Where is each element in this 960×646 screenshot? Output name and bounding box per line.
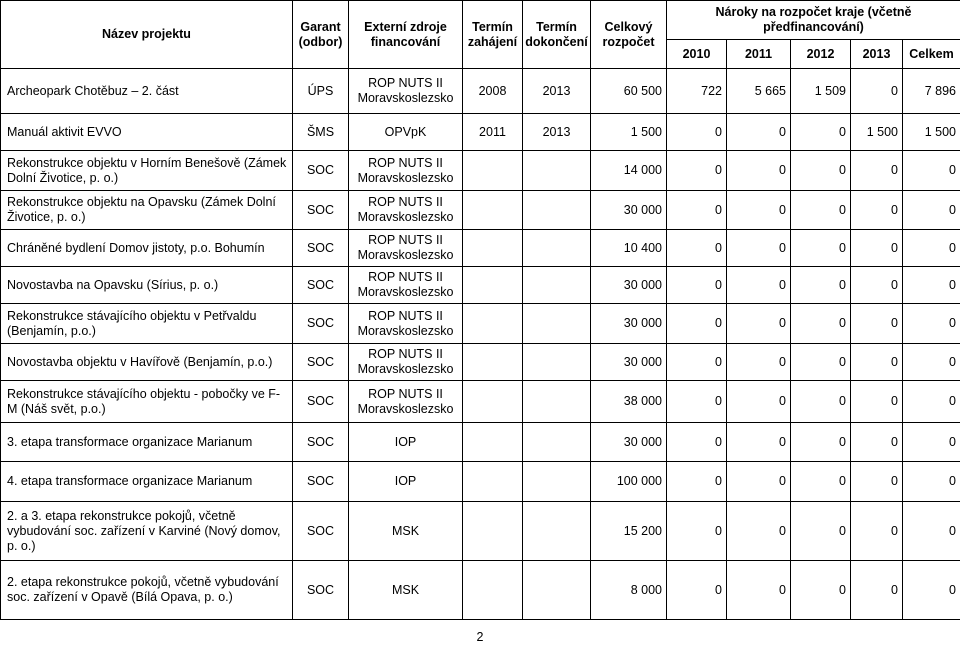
table-row xyxy=(1,267,960,304)
garant-cell: SOC xyxy=(293,304,349,344)
year-2013-cell: 0 xyxy=(851,344,903,381)
total-budget-cell: 100 000 xyxy=(591,462,667,502)
year-2012-cell: 0 xyxy=(791,381,851,423)
year-2012-cell: 0 xyxy=(791,344,851,381)
year-2011-cell: 0 xyxy=(727,151,791,191)
garant-cell: SOC xyxy=(293,267,349,304)
end-date-cell xyxy=(523,344,591,381)
total-cell: 0 xyxy=(903,381,960,423)
external-source-cell: ROP NUTS II Moravskoslezsko xyxy=(349,230,463,267)
total-cell: 0 xyxy=(903,423,960,462)
year-2011-cell: 0 xyxy=(727,114,791,151)
header-project-name: Název projektu xyxy=(1,1,293,69)
total-budget-cell: 15 200 xyxy=(591,502,667,561)
garant-cell: SOC xyxy=(293,230,349,267)
total-cell: 0 xyxy=(903,344,960,381)
total-budget-cell: 30 000 xyxy=(591,304,667,344)
project-name-cell: Rekonstrukce objektu na Opavsku (Zámek Dolní Životice, p. o.) xyxy=(1,191,293,230)
table-row xyxy=(1,191,960,230)
garant-cell: SOC xyxy=(293,462,349,502)
year-2012-cell: 0 xyxy=(791,230,851,267)
table-row xyxy=(1,502,960,561)
year-2011-cell: 0 xyxy=(727,423,791,462)
year-2011-cell: 0 xyxy=(727,230,791,267)
year-2010-cell: 0 xyxy=(667,502,727,561)
total-budget-cell: 14 000 xyxy=(591,151,667,191)
total-budget-cell: 30 000 xyxy=(591,191,667,230)
year-2011-cell: 5 665 xyxy=(727,69,791,114)
year-2013-cell: 0 xyxy=(851,69,903,114)
total-budget-cell: 30 000 xyxy=(591,344,667,381)
total-cell: 0 xyxy=(903,462,960,502)
year-2011-cell: 0 xyxy=(727,304,791,344)
external-source-cell: ROP NUTS II Moravskoslezsko xyxy=(349,381,463,423)
header-start-date: Termín zahájení xyxy=(463,1,523,69)
year-2011-cell: 0 xyxy=(727,502,791,561)
year-2013-cell: 0 xyxy=(851,561,903,620)
external-source-cell: ROP NUTS II Moravskoslezsko xyxy=(349,151,463,191)
total-budget-cell: 1 500 xyxy=(591,114,667,151)
start-date-cell: 2008 xyxy=(463,69,523,114)
year-2012-cell: 0 xyxy=(791,462,851,502)
end-date-cell xyxy=(523,502,591,561)
total-cell: 0 xyxy=(903,561,960,620)
table-row xyxy=(1,462,960,502)
end-date-cell xyxy=(523,230,591,267)
start-date-cell xyxy=(463,462,523,502)
external-source-cell: ROP NUTS II Moravskoslezsko xyxy=(349,267,463,304)
garant-cell: ÚPS xyxy=(293,69,349,114)
external-source-cell: ROP NUTS II Moravskoslezsko xyxy=(349,69,463,114)
start-date-cell xyxy=(463,423,523,462)
year-2010-cell: 0 xyxy=(667,462,727,502)
project-name-cell: Archeopark Chotěbuz – 2. část xyxy=(1,69,293,114)
table-row xyxy=(1,114,960,151)
table-row xyxy=(1,344,960,381)
year-2012-cell: 0 xyxy=(791,191,851,230)
external-source-cell: IOP xyxy=(349,462,463,502)
year-2011-cell: 0 xyxy=(727,267,791,304)
year-2012-cell: 0 xyxy=(791,423,851,462)
total-budget-cell: 30 000 xyxy=(591,423,667,462)
header-year-2012: 2012 xyxy=(791,40,851,69)
project-name-cell: Rekonstrukce stávajícího objektu - pobočky ve F-M (Náš svět, p.o.) xyxy=(1,381,293,423)
year-2013-cell: 0 xyxy=(851,151,903,191)
header-total: Celkem xyxy=(903,40,960,69)
year-2013-cell: 0 xyxy=(851,381,903,423)
project-name-cell: 2. etapa rekonstrukce pokojů, včetně vybudování soc. zařízení v Opavě (Bílá Opava, p. o.) xyxy=(1,561,293,620)
year-2010-cell: 0 xyxy=(667,114,727,151)
garant-cell: SOC xyxy=(293,381,349,423)
project-name-cell: Rekonstrukce stávajícího objektu v Petřvaldu (Benjamín, p.o.) xyxy=(1,304,293,344)
garant-cell: SOC xyxy=(293,151,349,191)
year-2010-cell: 0 xyxy=(667,267,727,304)
garant-cell: SOC xyxy=(293,502,349,561)
header-region-claims: Nároky na rozpočet kraje (včetně předfinancování) xyxy=(667,1,960,40)
year-2012-cell: 0 xyxy=(791,114,851,151)
start-date-cell xyxy=(463,267,523,304)
header-year-2011: 2011 xyxy=(727,40,791,69)
total-cell: 0 xyxy=(903,267,960,304)
year-2013-cell: 0 xyxy=(851,304,903,344)
external-source-cell: ROP NUTS II Moravskoslezsko xyxy=(349,344,463,381)
project-name-cell: Rekonstrukce objektu v Horním Benešově (Zámek Dolní Životice, p. o.) xyxy=(1,151,293,191)
start-date-cell xyxy=(463,502,523,561)
year-2013-cell: 0 xyxy=(851,502,903,561)
year-2010-cell: 0 xyxy=(667,381,727,423)
year-2013-cell: 0 xyxy=(851,462,903,502)
total-budget-cell: 8 000 xyxy=(591,561,667,620)
start-date-cell xyxy=(463,381,523,423)
garant-cell: SOC xyxy=(293,561,349,620)
external-source-cell: OPVpK xyxy=(349,114,463,151)
project-name-cell: 2. a 3. etapa rekonstrukce pokojů, včetně vybudování soc. zařízení v Karviné (Nový domov, p. o.) xyxy=(1,502,293,561)
total-cell: 0 xyxy=(903,230,960,267)
start-date-cell xyxy=(463,344,523,381)
total-cell: 1 500 xyxy=(903,114,960,151)
total-cell: 7 896 xyxy=(903,69,960,114)
start-date-cell: 2011 xyxy=(463,114,523,151)
table-row xyxy=(1,561,960,620)
project-name-cell: Chráněné bydlení Domov jistoty, p.o. Bohumín xyxy=(1,230,293,267)
total-cell: 0 xyxy=(903,191,960,230)
year-2010-cell: 0 xyxy=(667,561,727,620)
header-external-sources: Externí zdroje financování xyxy=(349,1,463,69)
start-date-cell xyxy=(463,230,523,267)
table-row xyxy=(1,304,960,344)
external-source-cell: ROP NUTS II Moravskoslezsko xyxy=(349,304,463,344)
year-2013-cell: 0 xyxy=(851,423,903,462)
end-date-cell xyxy=(523,561,591,620)
end-date-cell xyxy=(523,462,591,502)
start-date-cell xyxy=(463,561,523,620)
project-name-cell: Novostavba objektu v Havířově (Benjamín, p.o.) xyxy=(1,344,293,381)
external-source-cell: MSK xyxy=(349,561,463,620)
year-2012-cell: 1 509 xyxy=(791,69,851,114)
year-2010-cell: 0 xyxy=(667,191,727,230)
year-2012-cell: 0 xyxy=(791,304,851,344)
year-2010-cell: 0 xyxy=(667,151,727,191)
table-row xyxy=(1,69,960,114)
header-end-date: Termín dokončení xyxy=(523,1,591,69)
garant-cell: ŠMS xyxy=(293,114,349,151)
end-date-cell xyxy=(523,191,591,230)
start-date-cell xyxy=(463,151,523,191)
table-row xyxy=(1,381,960,423)
header-total-budget: Celkový rozpočet xyxy=(591,1,667,69)
header-year-2013: 2013 xyxy=(851,40,903,69)
year-2010-cell: 0 xyxy=(667,423,727,462)
end-date-cell xyxy=(523,267,591,304)
project-name-cell: 4. etapa transformace organizace Marianum xyxy=(1,462,293,502)
end-date-cell: 2013 xyxy=(523,69,591,114)
year-2011-cell: 0 xyxy=(727,561,791,620)
project-name-cell: 3. etapa transformace organizace Marianum xyxy=(1,423,293,462)
year-2013-cell: 0 xyxy=(851,191,903,230)
start-date-cell xyxy=(463,191,523,230)
garant-cell: SOC xyxy=(293,191,349,230)
page-number: 2 xyxy=(476,630,484,644)
year-2013-cell: 0 xyxy=(851,230,903,267)
total-cell: 0 xyxy=(903,502,960,561)
garant-cell: SOC xyxy=(293,423,349,462)
year-2010-cell: 0 xyxy=(667,304,727,344)
table-row xyxy=(1,230,960,267)
table-row xyxy=(1,423,960,462)
header-garant: Garant (odbor) xyxy=(293,1,349,69)
year-2012-cell: 0 xyxy=(791,502,851,561)
end-date-cell xyxy=(523,381,591,423)
total-budget-cell: 10 400 xyxy=(591,230,667,267)
total-budget-cell: 38 000 xyxy=(591,381,667,423)
end-date-cell: 2013 xyxy=(523,114,591,151)
year-2011-cell: 0 xyxy=(727,381,791,423)
year-2013-cell: 1 500 xyxy=(851,114,903,151)
year-2013-cell: 0 xyxy=(851,267,903,304)
header-year-2010: 2010 xyxy=(667,40,727,69)
total-cell: 0 xyxy=(903,151,960,191)
year-2010-cell: 0 xyxy=(667,344,727,381)
table-row xyxy=(1,151,960,191)
external-source-cell: ROP NUTS II Moravskoslezsko xyxy=(349,191,463,230)
year-2010-cell: 0 xyxy=(667,230,727,267)
year-2011-cell: 0 xyxy=(727,191,791,230)
year-2010-cell: 722 xyxy=(667,69,727,114)
year-2011-cell: 0 xyxy=(727,462,791,502)
year-2012-cell: 0 xyxy=(791,151,851,191)
project-name-cell: Manuál aktivit EVVO xyxy=(1,114,293,151)
table-body xyxy=(1,69,960,620)
year-2012-cell: 0 xyxy=(791,267,851,304)
year-2012-cell: 0 xyxy=(791,561,851,620)
end-date-cell xyxy=(523,423,591,462)
end-date-cell xyxy=(523,151,591,191)
external-source-cell: MSK xyxy=(349,502,463,561)
external-source-cell: IOP xyxy=(349,423,463,462)
total-cell: 0 xyxy=(903,304,960,344)
project-name-cell: Novostavba na Opavsku (Sírius, p. o.) xyxy=(1,267,293,304)
garant-cell: SOC xyxy=(293,344,349,381)
end-date-cell xyxy=(523,304,591,344)
total-budget-cell: 30 000 xyxy=(591,267,667,304)
total-budget-cell: 60 500 xyxy=(591,69,667,114)
start-date-cell xyxy=(463,304,523,344)
year-2011-cell: 0 xyxy=(727,344,791,381)
